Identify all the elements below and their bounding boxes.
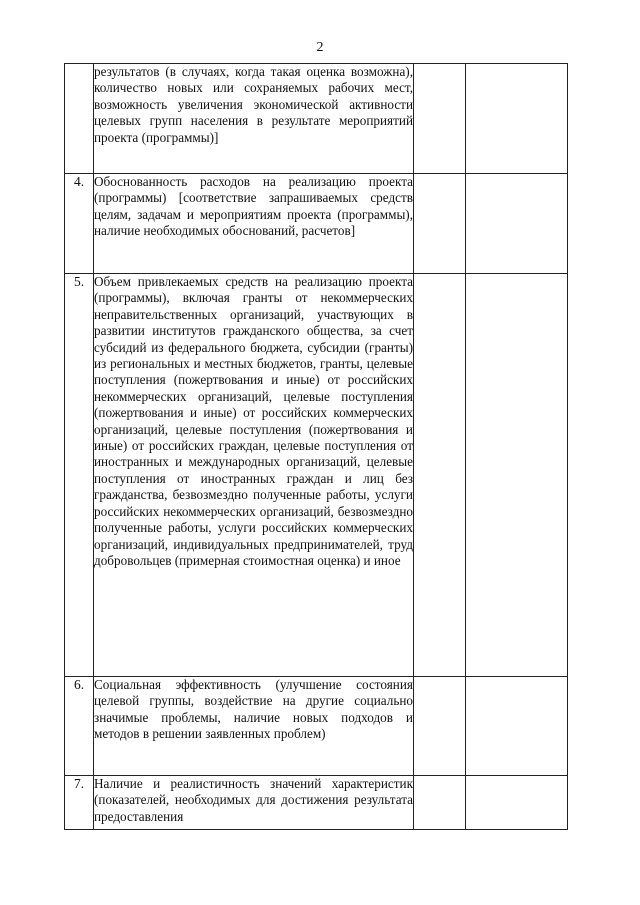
comment-cell[interactable] <box>466 274 568 677</box>
comment-cell[interactable] <box>466 776 568 830</box>
table-row <box>65 274 568 677</box>
criteria-table <box>64 63 568 830</box>
comment-cell[interactable] <box>466 174 568 274</box>
table-row <box>65 677 568 776</box>
criterion-cell <box>94 174 414 274</box>
row-number-cell <box>65 174 94 274</box>
criterion-cell <box>94 776 414 830</box>
table-row <box>65 64 568 174</box>
criterion-cell <box>94 677 414 776</box>
row-number-cell <box>65 64 94 174</box>
criterion-text: Объем привлекаемых средств на реализацию проекта (программы), включая гранты от некоммерческих неправительственных организаций, участвующих в развитии институтов гражданского общества, за счет субсидий из федерального бюджета, субсидии (гранты) из региональных и местных бюджетов, гранты, целевые поступления (пожертвования и иные) от российских некоммерческих организаций, целевые поступления (пожертвования и иные) от российских коммерческих организаций, целевые поступления (пожертвования и иные) от российских граждан, целевые поступления от иностранных и международных организаций, целевые поступления от иностранных граждан и лиц без гражданства, безвозмездно полученные работы, услуги российских некоммерческих организаций, безвозмездно полученные работы, услуги российских коммерческих организаций, индивидуальных предпринимателей, труд добровольцев (примерная стоимостная оценка) и иное <box>94 274 413 568</box>
comment-cell[interactable] <box>466 677 568 776</box>
row-number-cell <box>65 677 94 776</box>
criterion-text: Обоснованность расходов на реализацию проекта (программы) [соответствие запрашиваемых средств целям, задачам и мероприятиям проекта (программы), наличие необходимых обоснований, расчетов] <box>94 174 413 239</box>
row-number: 4. <box>73 174 85 189</box>
row-number: 5. <box>73 274 85 289</box>
criterion-cell <box>94 274 414 677</box>
table-row <box>65 776 568 830</box>
row-number: 7. <box>73 776 85 791</box>
criterion-cell <box>94 64 414 174</box>
table-row <box>65 174 568 274</box>
score-cell[interactable] <box>414 677 466 776</box>
row-number-cell <box>65 274 94 677</box>
score-cell[interactable] <box>414 174 466 274</box>
page-number: 2 <box>316 40 324 55</box>
criterion-text: результатов (в случаях, когда такая оценка возможна), количество новых или сохраняемых рабочих мест, возможность увеличения экономической активности целевых групп населения в результате мероприятий проекта (программы)] <box>94 64 413 145</box>
row-number: 6. <box>73 677 85 692</box>
score-cell[interactable] <box>414 274 466 677</box>
criterion-text: Наличие и реалистичность значений характеристик (показателей, необходимых для достижения результата предоставления <box>94 776 413 824</box>
score-cell[interactable] <box>414 776 466 830</box>
criterion-text: Социальная эффективность (улучшение состояния целевой группы, воздействие на другие социально значимые проблемы, наличие новых подходов и методов в решении заявленных проблем) <box>94 677 413 742</box>
row-number-cell <box>65 776 94 830</box>
score-cell[interactable] <box>414 64 466 174</box>
comment-cell[interactable] <box>466 64 568 174</box>
